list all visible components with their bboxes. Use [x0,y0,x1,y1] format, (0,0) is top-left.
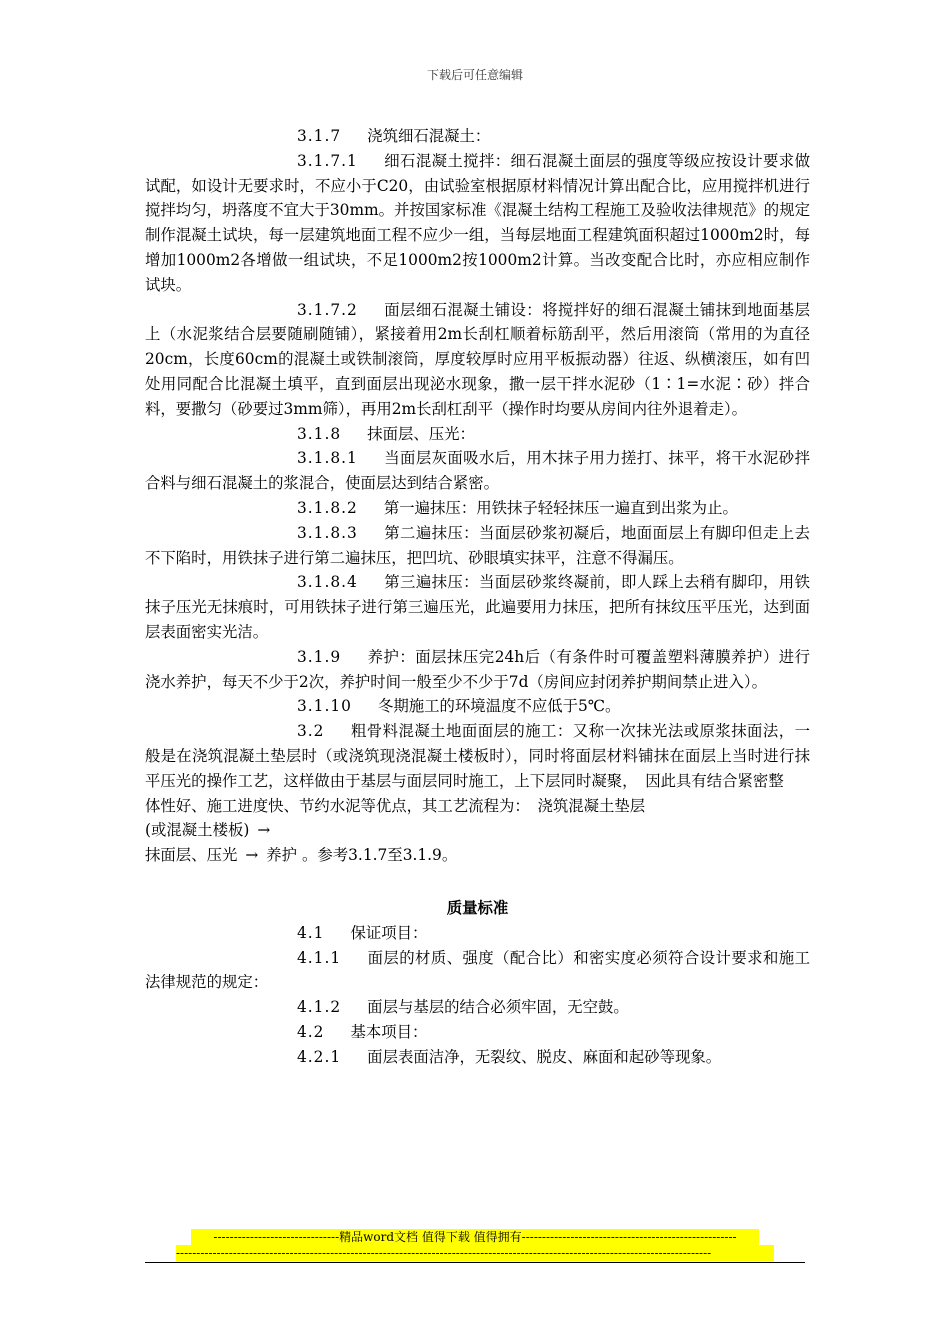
section-number: 3.1.8.4 [297,573,358,592]
paragraph-text: 细石混凝土搅拌：细石混凝土面层的强度等级应按设计要求做试配，如设计无要求时，不应小于C20，由试验室根据原材料情况计算出配合比，应用搅拌机进行搅拌均匀，坍落度不宜大于30mm。并按国家标准《混凝土结构工程施工及验收法律规范》的规定制作混凝土试块，每一层建筑地面工程不应少一组，当每层地面工程建筑面积超过1000m2时，每增加1000m2各增做一组试块，不足1000m2按1000m2计算。当改变配合比时，亦应相应制作试块。 [145,151,810,294]
section-number: 4.2.1 [297,1047,342,1066]
section-number: 3.1.8.2 [297,498,358,517]
paragraph-text: 面层的材质、强度（配合比）和密实度必须符合设计要求和施工法律规范的规定： [145,948,810,992]
paragraph [145,446,810,496]
flow-step: 养护 [266,846,298,865]
section-number: 4.2 [297,1022,325,1041]
flow-reference: 。参考3.1.7至3.1.9。 [301,846,458,865]
paragraph-text: 面层表面洁净，无裂纹、脱皮、麻面和起砂等现象。 [367,1047,722,1066]
flow-line [145,843,810,868]
section-number: 4.1 [297,923,325,942]
paragraph-text: 面层与基层的结合必须牢固，无空鼓。 [367,998,629,1017]
paragraph-text: 第一遍抹压：用铁抹子轻轻抹压一遍直到出浆为止。 [383,498,738,517]
paragraph-text: 当面层灰面吸水后，用木抹子用力搓打、抹平，将干水泥砂拌合料与细石混凝土的浆混合，使面层达到结合紧密。 [145,449,810,493]
flow-line [145,818,810,843]
section-title: 质量标准 [446,898,509,917]
paragraph [145,149,810,298]
section-number: 4.1.1 [297,948,342,967]
paragraph [145,124,810,149]
paragraph [145,570,810,644]
paragraph-text: 冬期施工的环境温度不应低于5℃。 [377,697,621,716]
footer-banner-dashes: ------------------------------------------------------------------------------------------------------------------------------------ [176,1245,774,1261]
flow-line: 体性好、施工进度快、节约水泥等优点，其工艺流程为： 浇筑混凝土垫层 [145,796,646,815]
paragraph-text: 基本项目： [350,1022,428,1041]
footer-banner-text: -------------------------------精品word文档 值得下载 值得拥有----------------------------------------------------- [191,1229,759,1245]
paragraph [145,694,810,719]
paragraph [145,946,810,996]
page-header: 下载后可任意编辑 [426,68,523,82]
section-number: 3.1.8.1 [297,449,358,468]
section-number: 3.1.7.2 [297,300,358,319]
paragraph-text: 第二遍抹压：当面层砂浆初凝后，地面面层上有脚印但走上去不下陷时，用铁抹子进行第二遍抹压，把凹坑、砂眼填实抹平，注意不得漏压。 [145,523,810,567]
section-number: 3.1.9 [297,647,342,666]
paragraph [145,496,810,521]
paragraph [145,298,810,422]
section-number: 3.1.7 [297,127,342,145]
paragraph-text: 面层细石混凝土铺设：将搅拌好的细石混凝土铺抹到地面基层上（水泥浆结合层要随刷随铺），紧接着用2m长刮杠顺着标筋刮平，然后用滚筒（常用的为直径20cm，长度60cm的混凝土或铁制滚筒，厚度较厚时应用平板振动器）往返、纵横滚压，如有凹处用同配合比混凝土填平，直到面层出现泌水现象，撒一层干拌水泥砂（1∶1=水泥∶砂）拌合料，要撒匀（砂要过3mm筛），再用2m长刮杠刮平（操作时均要从房间内往外退着走）。 [145,300,810,418]
paragraph-text: 第三遍抹压：当面层砂浆终凝前，即人踩上去稍有脚印，用铁抹子压光无抹痕时，可用铁抹子进行第三遍压光，此遍要用力抹压，把所有抹纹压平压光，达到面层表面密实光洁。 [145,573,810,641]
flow-step: 抹面层、压光 [145,846,238,865]
paragraph-text: 养护：面层抹压完24h后（有条件时可覆盖塑料薄膜养护）进行浇水养护，每天不少于2次，养护时间一般至少不少于7d（房间应封闭养护期间禁止进入）。 [145,647,810,691]
section-number: 3.2 [297,722,325,741]
paragraph [145,645,810,695]
section-number: 3.1.10 [297,697,352,716]
arrow-icon: → [257,821,271,840]
section-number: 3.1.7.1 [297,151,358,170]
footer-rule [145,1262,805,1263]
section-number: 4.1.2 [297,998,342,1017]
paragraph-text: 浇筑细石混凝土： [367,127,491,145]
paragraph [145,1020,810,1045]
paragraph [145,521,810,571]
paragraph-text: 粗骨料混凝土地面面层的施工：又称一次抹光法或原浆抹面法，一般是在浇筑混凝土垫层时（或浇筑现浇混凝土楼板时），同时将面层材料铺抹在面层上当时进行抹平压光的操作工艺，这样做由于基层与面层同时施工，上下层同时凝聚， 因此具有结合紧密整 [145,722,810,790]
paragraph [145,995,810,1020]
paragraph [145,1045,810,1070]
paragraph-text: 抹面层、压光： [367,424,475,443]
flow-step: (或混凝土楼板) [145,821,250,840]
arrow-icon: → [245,846,259,865]
paragraph [145,719,810,793]
paragraph [145,921,810,946]
paragraph-text: 保证项目： [350,923,428,942]
document-body [145,124,810,1069]
section-number: 3.1.8 [297,424,342,443]
section-number: 3.1.8.3 [297,523,358,542]
paragraph [145,422,810,447]
